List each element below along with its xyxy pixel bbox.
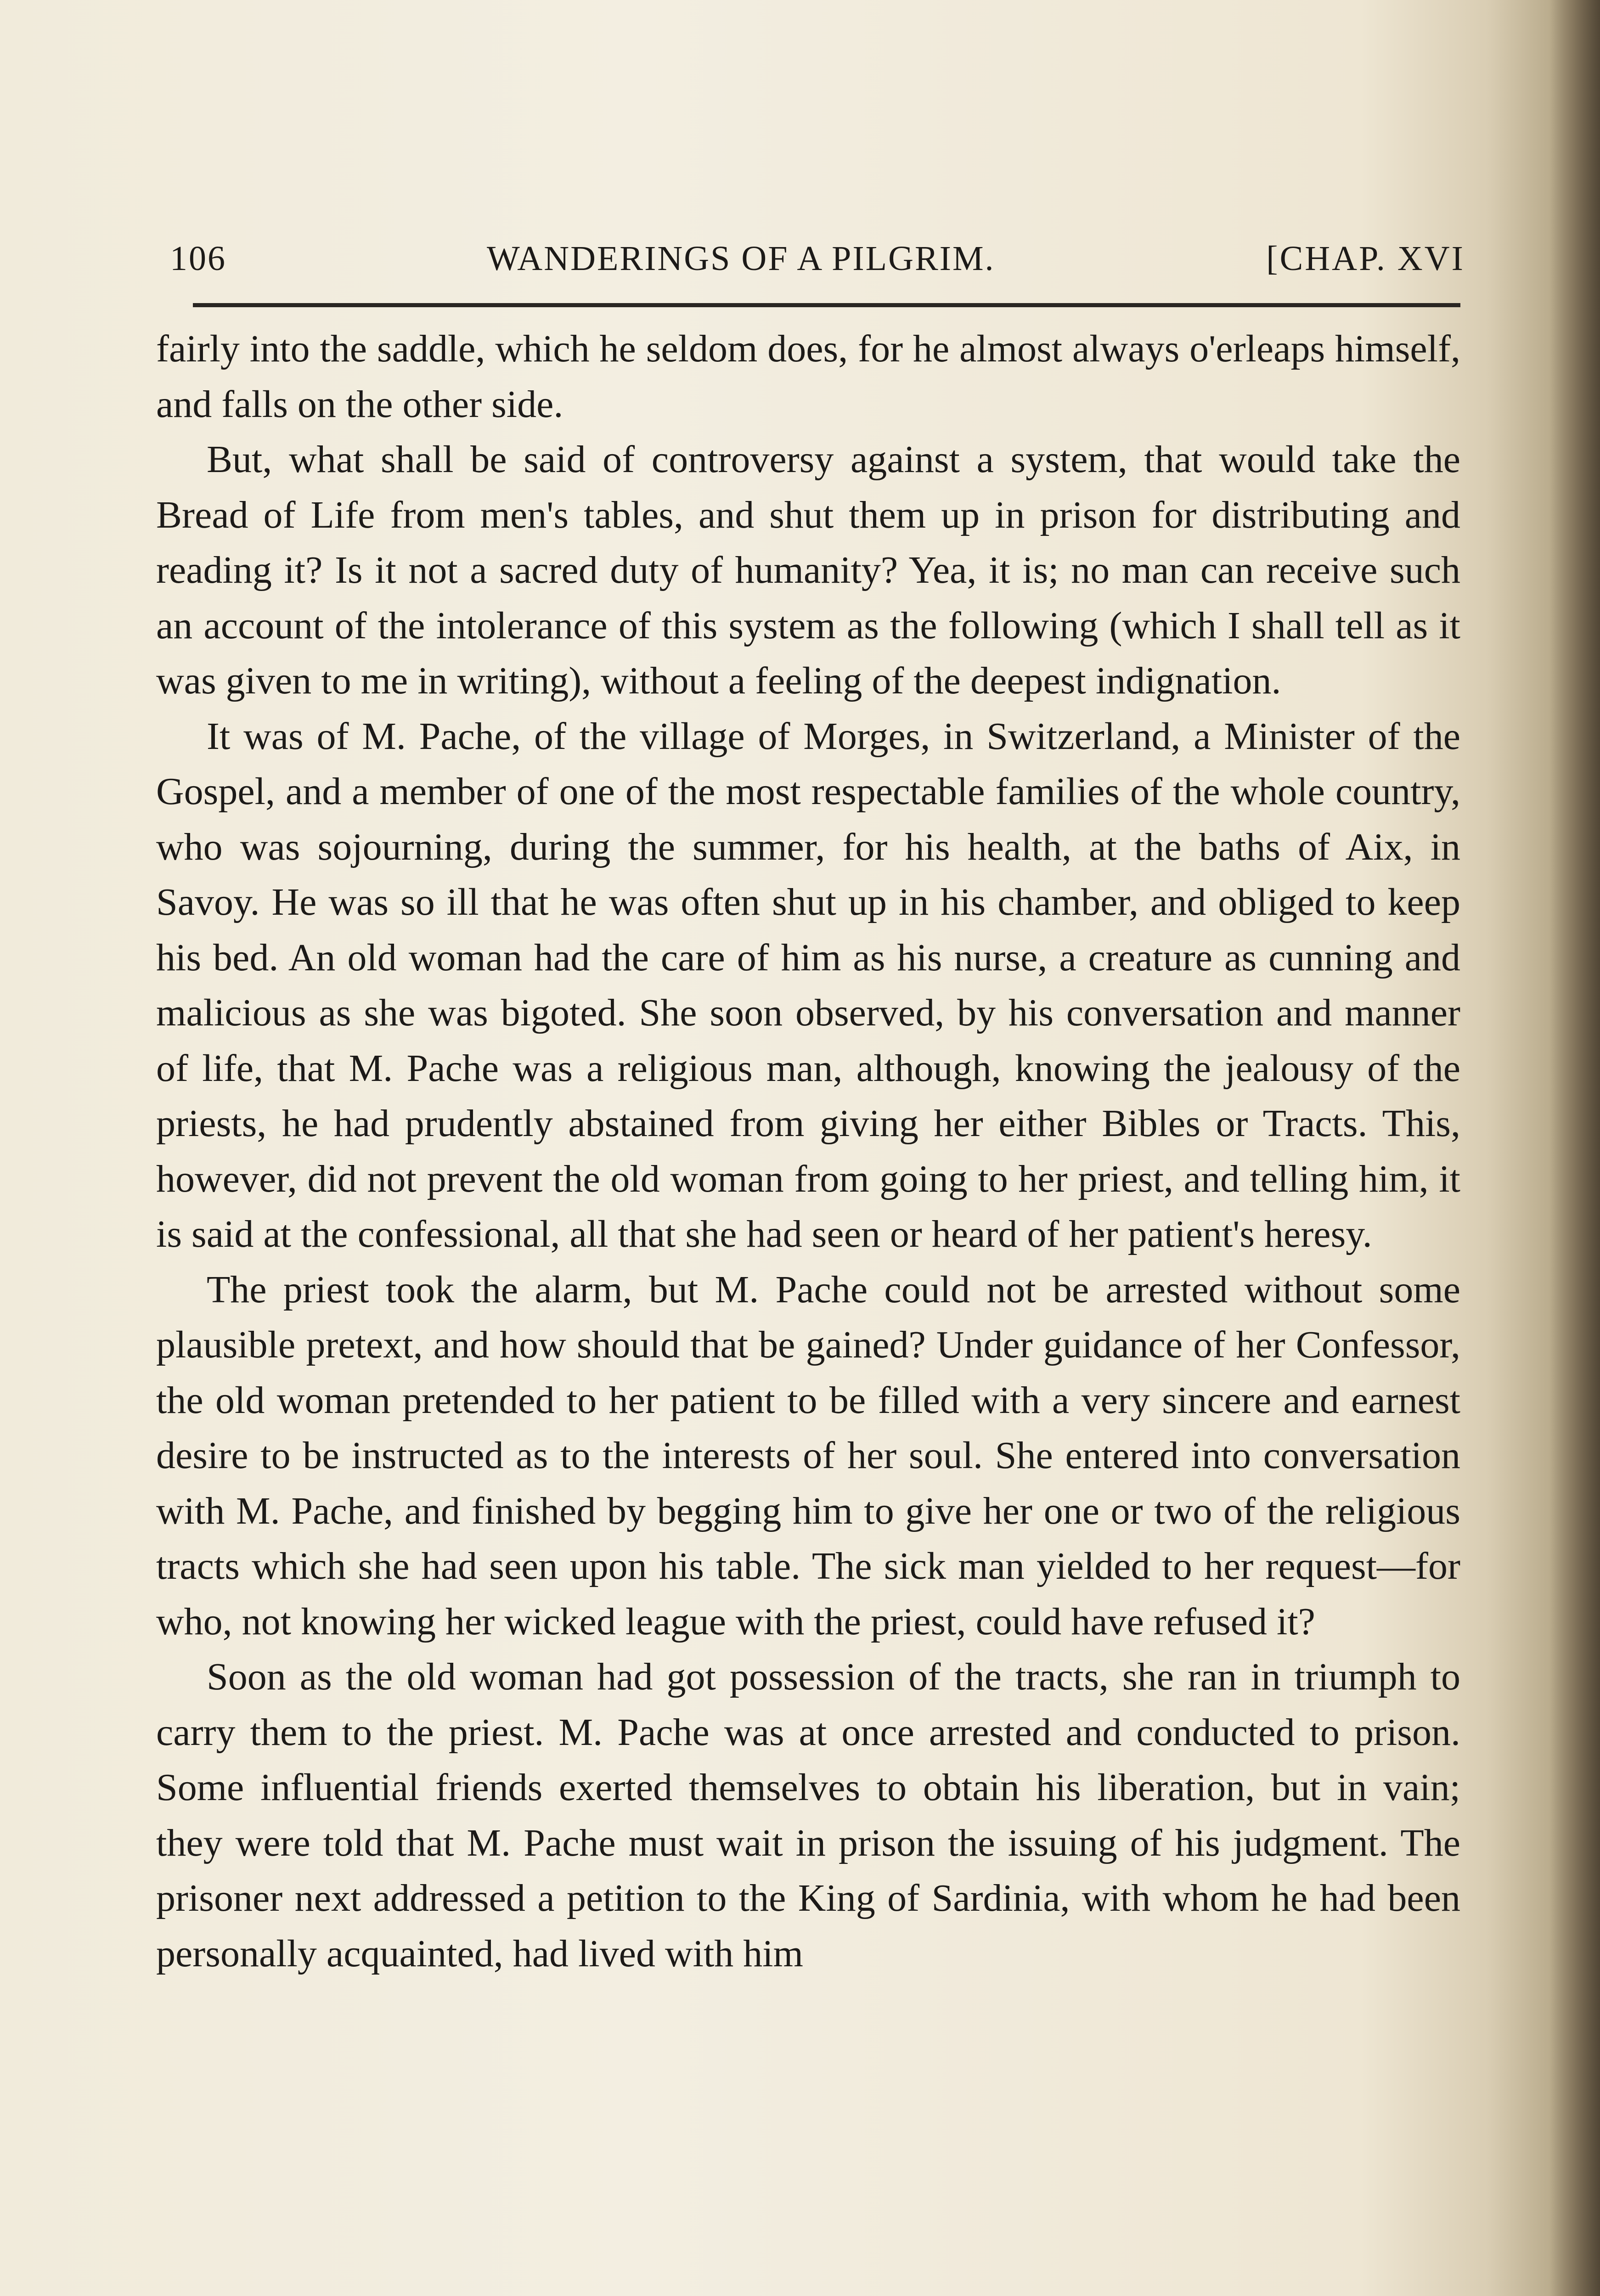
- paragraph: The priest took the alarm, but M. Pache could not be arrested without some plausible pretext, and how should that be gained? Under guidance of her Confessor, the old woman pretended to her patient to be filled with a very sincere and earnest desire to be instructed as to the interests of her soul. She entered into conversation with M. Pache, and finished by begging him to give her one or two of the religious tracts which she had seen upon his table. The sick man yielded to her request—for who, not knowing her wicked league with the priest, could have refused it?: [156, 1268, 1460, 1643]
- running-header: [165, 239, 1465, 280]
- page-number: 106: [170, 239, 226, 278]
- chapter-label: [CHAP. XVI: [1266, 239, 1465, 278]
- paragraph: Soon as the old woman had got possession of the tracts, she ran in triumph to carry them to the priest. M. Pache was at once arrested and conducted to prison. Some influential friends exerted themselves to obtain his liberation, but in vain; they were told that M. Pache must wait in prison the issuing of his judgment. The prisoner next addressed a petition to the King of Sardinia, with whom he had been personally acquainted, had lived with him: [156, 1655, 1460, 1975]
- header-rule: [193, 303, 1460, 307]
- running-title: WANDERINGS OF A PILGRIM.: [487, 239, 995, 278]
- paragraph: It was of M. Pache, of the village of Morges, in Switzerland, a Minister of the Gospel, and a member of one of the most respectable families of the whole country, who was sojourning, during the summer, for his health, at the baths of Aix, in Savoy. He was so ill that he was often shut up in his chamber, and obliged to keep his bed. An old woman had the care of him as his nurse, a creature as cunning and malicious as she was bigoted. She soon observed, by his conversation and manner of life, that M. Pache was a religious man, although, knowing the jealousy of the priests, he had prudently abstained from giving her either Bibles or Tracts. This, however, did not prevent the old woman from going to her priest, and telling him, it is said at the confessional, all that she had seen or heard of her patient's heresy.: [156, 715, 1460, 1255]
- body-text: [156, 321, 1460, 1981]
- paragraph: fairly into the saddle, which he seldom does, for he almost always o'erleaps himself, and falls on the other side.: [156, 327, 1460, 426]
- page-gutter-shadow: [1549, 0, 1600, 2296]
- paragraph: But, what shall be said of controversy against a system, that would take the Bread of Life from men's tables, and shut them up in prison for distributing and reading it? Is it not a sacred duty of humanity? Yea, it is; no man can receive such an account of the intolerance of this system as the following (which I shall tell as it was given to me in writing), without a feeling of the deepest indignation.: [156, 438, 1460, 702]
